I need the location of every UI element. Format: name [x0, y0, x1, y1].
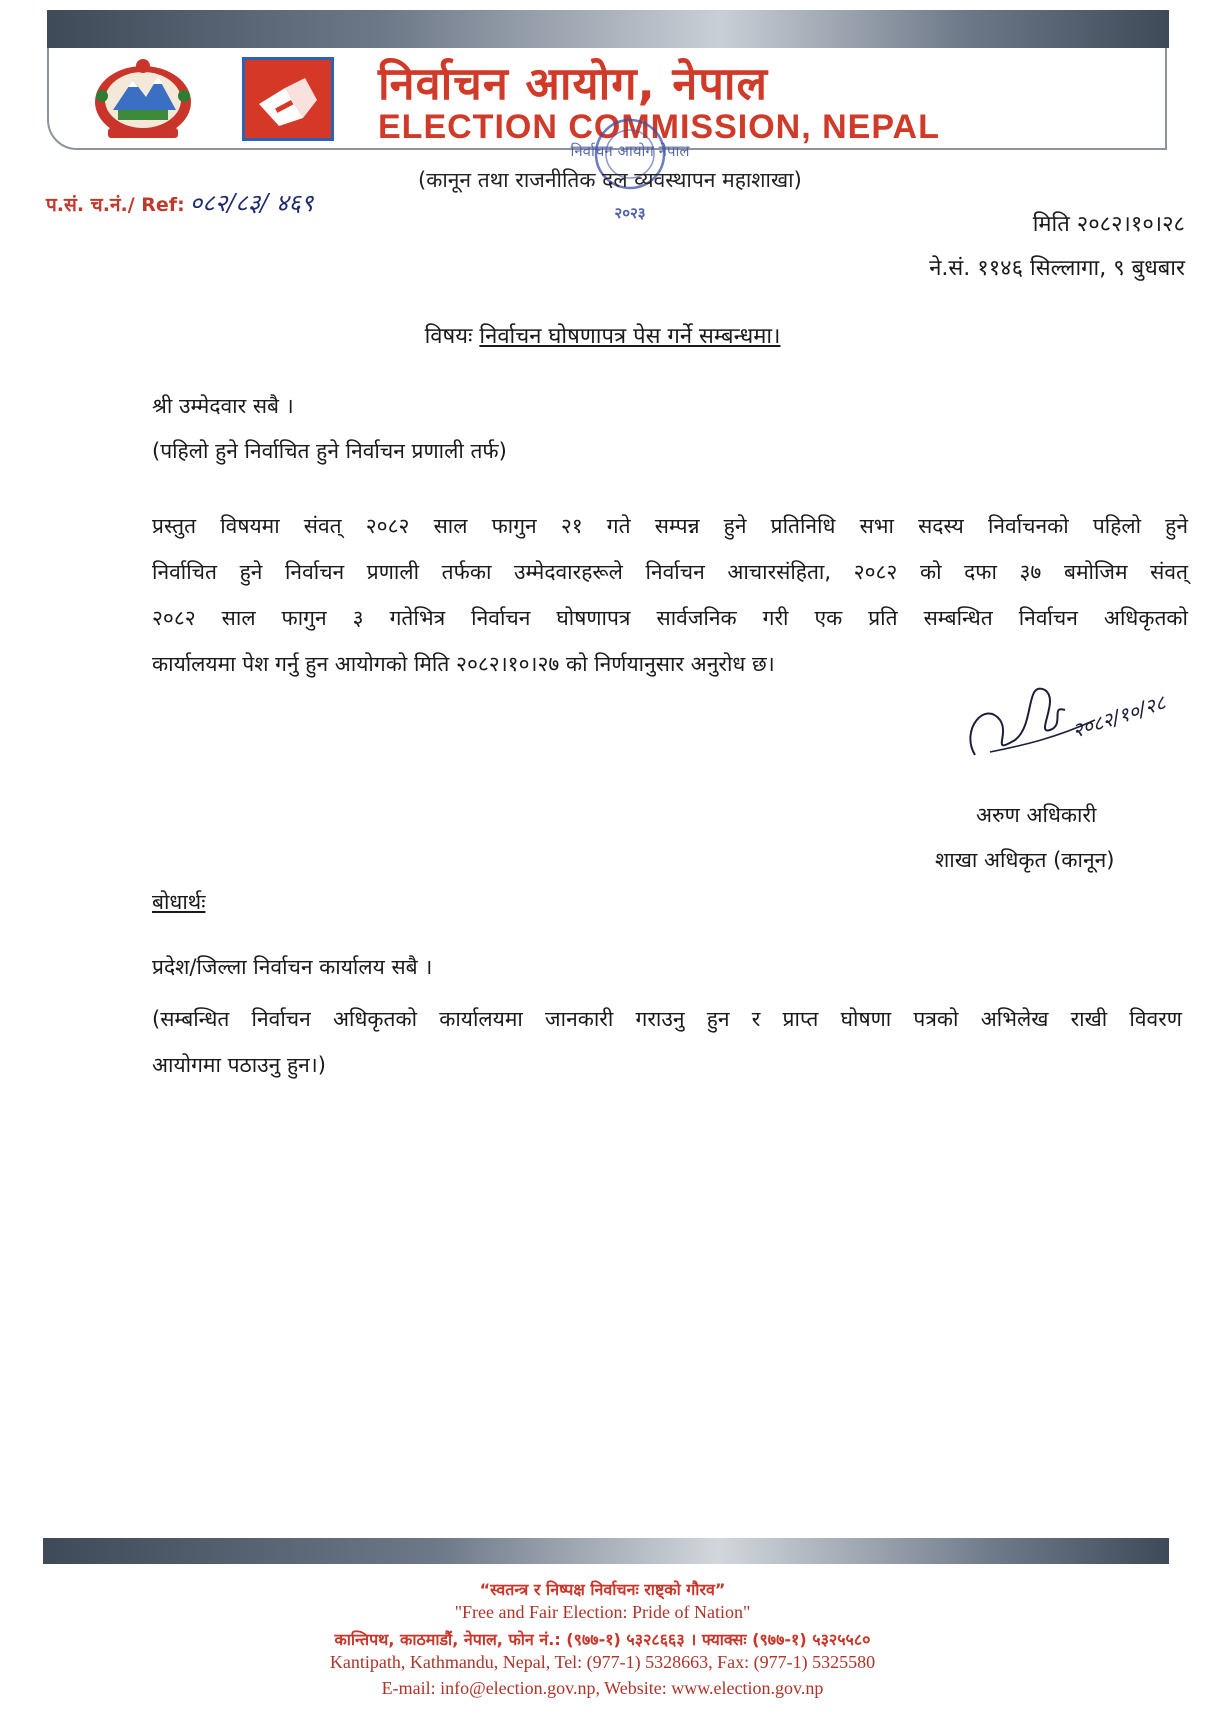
cc-recipient: प्रदेश/जिल्ला निर्वाचन कार्यालय सबै । — [152, 955, 433, 979]
stamp-text: निर्वाचन आयोग नेपाल — [570, 142, 690, 160]
footer-slogan-english: "Free and Fair Election: Pride of Nation" — [454, 1602, 751, 1622]
body-line: कार्यालयमा पेश गर्नु हुन आयोगको मिति २०८२।१०।२७ को निर्णयानुसार अनुरोध छ। — [152, 652, 775, 676]
cc-label: बोधार्थः — [152, 890, 206, 914]
cc-note-line: आयोगमा पठाउनु हुन।) — [152, 1053, 326, 1077]
signatory-name: अरुण अधिकारी — [976, 803, 1097, 827]
body-line: २०८२ साल फागुन ३ गतेभित्र निर्वाचन घोषणापत्र सार्वजनिक गरी एक प्रति सम्बन्धित निर्वाचन अधिकृतको — [152, 606, 1188, 630]
subject-line — [0, 320, 1205, 350]
letter-date: मिति २०८२।१०।२८ — [1032, 212, 1185, 237]
addressee: श्री उम्मेदवार सबै । — [152, 394, 294, 418]
addressee-note: (पहिलो हुने निर्वाचित हुने निर्वाचन प्रणाली तर्फ) — [152, 439, 507, 463]
footer-slogan-nepali: “स्वतन्त्र र निष्पक्ष निर्वाचनः राष्ट्को गौरव” — [479, 1580, 726, 1599]
ref-value: ०८२/८३/ ४६९ — [189, 189, 314, 217]
letterhead-bar — [47, 10, 1169, 48]
signatory-title: शाखा अधिकृत (कानून) — [935, 848, 1115, 872]
reference-number — [46, 186, 313, 219]
subject-text: निर्वाचन घोषणापत्र पेस गर्ने सम्बन्धमा। — [479, 324, 781, 349]
footer-bar — [43, 1538, 1169, 1564]
ref-label: प.सं. च.नं./ Ref: — [46, 194, 185, 216]
commission-title-english: ELECTION COMMISSION, NEPAL — [378, 108, 940, 146]
cc-note-line: (सम्बन्धित निर्वाचन अधिकृतको कार्यालयमा जानकारी गराउनु हुन र प्राप्त घोषणा पत्रको अभिलेख राखी विवरण — [152, 1007, 1182, 1031]
division-name: (कानून तथा राजनीतिक दल व्यवस्थापन महाशाखा) — [418, 168, 802, 192]
official-stamp — [560, 92, 700, 232]
footer-address-nepali: कान्तिपथ, काठमाडौं, नेपाल, फोन नं.: (९७७-१) ५३२८६६३ । फ्याक्सः (९७७-१) ५३२५५८० — [334, 1630, 871, 1649]
nepal-emblem-icon — [88, 52, 198, 144]
footer-contact: E-mail: info@election.gov.np, Website: www.election.gov.np — [381, 1678, 824, 1698]
signature-date: २०८२/१०/२८ — [1069, 690, 1169, 743]
body-line: प्रस्तुत विषयमा संवत् २०८२ साल फागुन २१ गते सम्पन्न हुने प्रतिनिधि सभा सदस्य निर्वाचनको पहिलो हुने — [152, 514, 1188, 538]
nepal-sambat-date: ने.सं. ११४६ सिल्लागा, ९ बुधबार — [929, 256, 1185, 281]
stamp-year: २०२३ — [614, 204, 646, 222]
body-line: निर्वाचित हुने निर्वाचन प्रणाली तर्फका उम्मेदवारहरूले निर्वाचन आचारसंहिता, २०८२ को दफा ३७ बमोजिम संवत् — [152, 560, 1188, 584]
subject-label: विषयः — [424, 324, 473, 349]
handwritten-signature — [955, 660, 1185, 785]
footer-address-english: Kantipath, Kathmandu, Nepal, Tel: (977-1) 5328663, Fax: (977-1) 5325580 — [329, 1652, 876, 1672]
election-commission-logo-icon — [242, 57, 334, 141]
cc-note — [152, 996, 1182, 1088]
commission-title-nepali: निर्वाचन आयोग, नेपाल — [378, 57, 769, 110]
